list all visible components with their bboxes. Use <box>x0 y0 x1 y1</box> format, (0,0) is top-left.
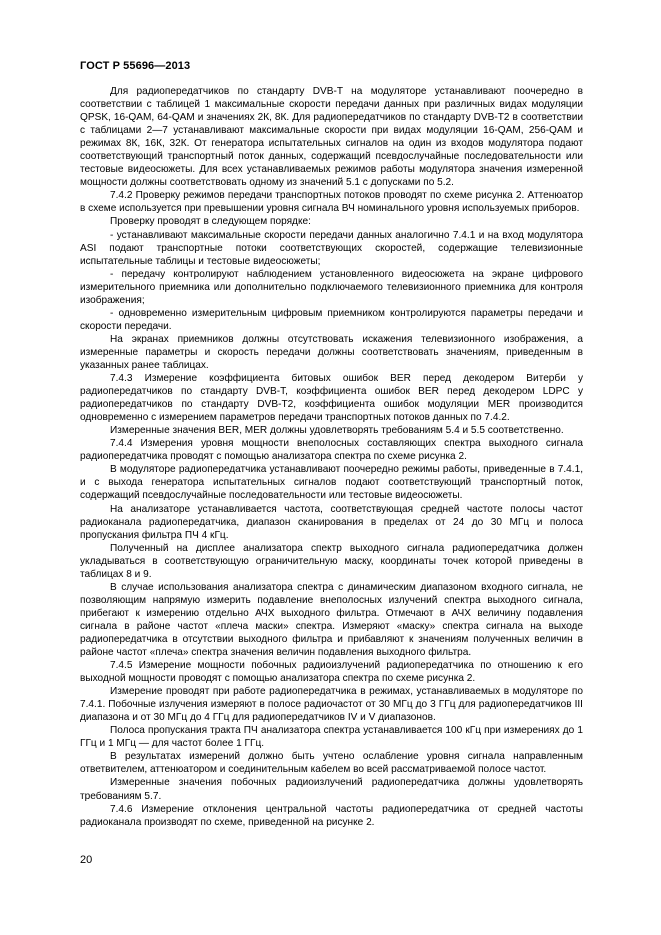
paragraph: Для радиопередатчиков по стандарту DVB-T на модуляторе устанавливают поочередно в соответствии с таблицей 1 максимальные скорости передачи данных при различных видах модуляции QPSK, 16-QAM, 64-QAM и значениях 2К, 8К. Для радиопередатчиков по стандарту DVB-T2 в соответствии с таблицами 2—7 устанавливают максимальные скорости при видах модуляции 16-QAM, 256-QAM и режимах 8К, 16К, 32К. От генератора испытательных сигналов на один из входов модулятора подают соответствующий транспортный поток данных, содержащий псевдослучайные последовательности или тестовые видеосюжеты. Для всех устанавливаемых режимов работы модулятора значения измеренной мощности должны соответствовать одному из значений 5.1 с допусками по 5.2. <box>80 86 583 189</box>
paragraph: В случае использования анализатора спектра с динамическим диапазоном входного сигнала, не позволяющим напрямую измерить подавление внеполосных излучений спектра выходного сигнала, прибегают к измерению отдельно АЧХ выходного фильтра. Отмечают в АЧХ величину подавления сигнала в районе частот «плеча маски» спектра. Измеряют «маску» спектра сигнала на выходе радиопередатчика в отсутствии выходного фильтра и прибавляют к значениям полученных величин в районе частот «плеча» спектра значения величин подавления выходного фильтра. <box>80 581 583 659</box>
paragraph: Проверку проводят в следующем порядке: <box>110 216 311 228</box>
list-item: - устанавливают максимальные скорости передачи данных аналогично 7.4.1 и на вход модулятора ASI подают транспортные потоки соответствующих скоростей, содержащие телевизионные испытательные таблицы и тестовые видеосюжеты; <box>80 229 583 267</box>
paragraph: Измеренные значения BER, MER должны удовлетворять требованиям 5.4 и 5.5 соответственно. <box>110 425 564 437</box>
paragraph: 7.4.2 Проверку режимов передачи транспортных потоков проводят по схеме рисунка 2. Аттенюатор в схеме используется при превышении уровня сигнала ВЧ номинального уровня используемых приборов. <box>80 190 583 215</box>
paragraph: Измеренные значения побочных радиоизлучений радиопередатчика должны удовлетворять требованиям 5.7. <box>80 777 583 802</box>
document-body <box>80 85 583 829</box>
paragraph: На экранах приемников должны отсутствовать искажения телевизионного изображения, а измеренные параметры и скорость передачи должны соответствовать значениям, приведенным в указанных ранее таблицах. <box>80 333 583 371</box>
paragraph: 7.4.3 Измерение коэффициента битовых ошибок BER перед декодером Витерби у радиопередатчиков по стандарту DVB-T, коэффициента ошибок BER перед декодером LDPC у радиопередатчиков по стандарту DVB-T2, коэффициента ошибок модуляции MER производится одновременно с измерением параметров передачи транспортных потоков данных по 7.4.2. <box>80 373 583 424</box>
paragraph: В модуляторе радиопередатчика устанавливают поочередно режимы работы, приведенные в 7.4.1, и с выхода генератора испытательных сигналов подают соответствующий транспортный поток, содержащий псевдослучайные последовательности или тестовые видеосюжеты. <box>80 464 583 502</box>
paragraph: В результатах измерений должно быть учтено ослабление уровня сигнала направленным ответвителем, аттенюатором и соединительным кабелем во всей рассматриваемой полосе частот. <box>80 751 583 776</box>
page-number: 20 <box>80 854 93 866</box>
paragraph: 7.4.4 Измерения уровня мощности внеполосных составляющих спектра выходного сигнала радиопередатчика проводят с помощью анализатора спектра по схеме рисунка 2. <box>80 438 583 463</box>
paragraph: Полученный на дисплее анализатора спектр выходного сигнала радиопередатчика должен укладываться в соответствующую ограничительную маску, координаты точек которой приведены в таблицах 8 и 9. <box>80 542 583 580</box>
paragraph: Полоса пропускания тракта ПЧ анализатора спектра устанавливается 100 кГц при измерениях до 1 ГГц и 1 МГц — для частот более 1 ГГц. <box>80 725 583 750</box>
document-header: ГОСТ Р 55696—2013 <box>80 60 191 72</box>
paragraph: 7.4.5 Измерение мощности побочных радиоизлучений радиопередатчика по отношению к его выходной мощности проводят с помощью анализатора спектра по схеме рисунка 2. <box>80 660 583 685</box>
list-item: - одновременно измерительным цифровым приемником контролируются параметры передачи и скорости передачи. <box>80 307 583 332</box>
paragraph: На анализаторе устанавливается частота, соответствующая средней частоте полосы частот радиоканала радиопередатчика, диапазон сканирования в пределах от 24 до 30 МГц и полоса пропускания фильтра ПЧ 4 кГц. <box>80 503 583 541</box>
paragraph: 7.4.6 Измерение отклонения центральной частоты радиопередатчика от средней частоты радиоканала производят по схеме, приведенной на рисунке 2. <box>80 803 583 828</box>
list-item: - передачу контролируют наблюдением установленного видеосюжета на экране цифрового измерительного приемника или дополнительно подключаемого телевизионного приемника для контроля изображения; <box>80 268 583 306</box>
paragraph: Измерение проводят при работе радиопередатчика в режимах, устанавливаемых в модуляторе по 7.4.1. Побочные излучения измеряют в полосе радиочастот от 30 МГц до 3 ГГц для радиопередатчиков III диапазона и от 30 МГц до 4 ГГц для радиопередатчиков IV и V диапазонов. <box>80 686 583 724</box>
